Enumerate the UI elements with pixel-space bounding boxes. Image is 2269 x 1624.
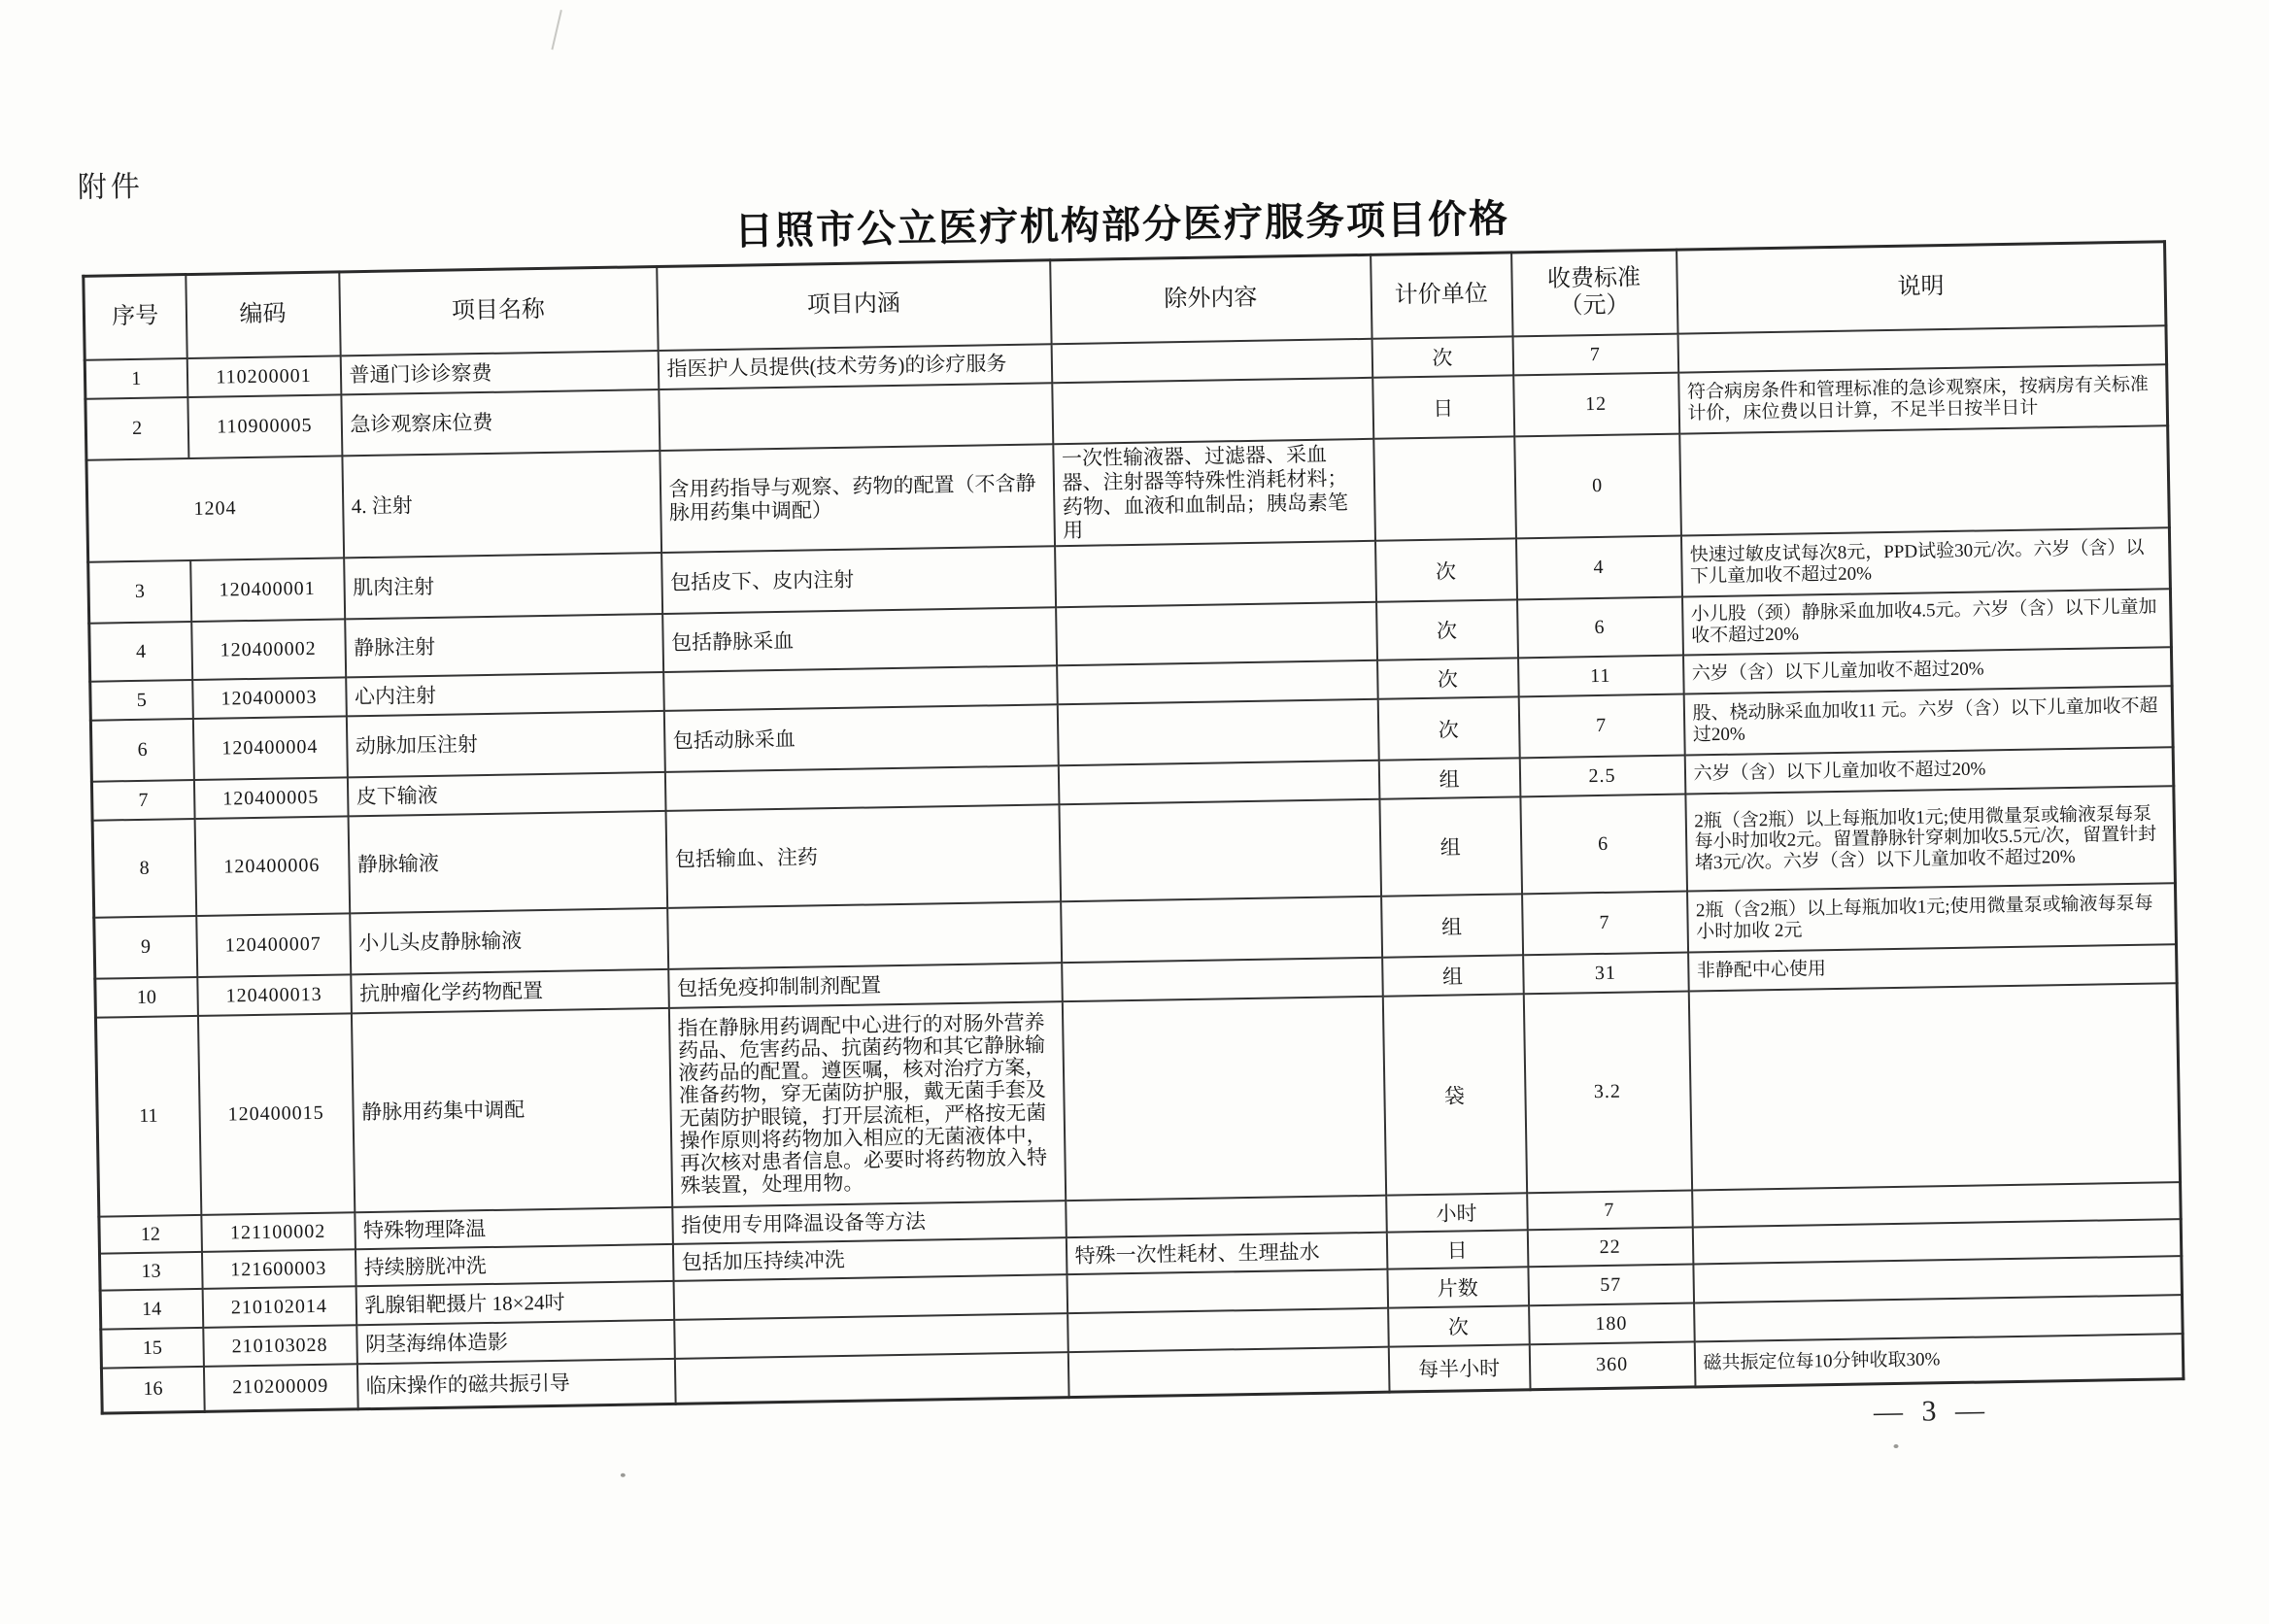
- cell-note: 六岁（含）以下儿童加收不超过20%: [1684, 747, 2174, 794]
- cell-name: 抗肿瘤化学药物配置: [351, 969, 669, 1013]
- cell-price: 360: [1529, 1342, 1695, 1390]
- cell-seq: 9: [94, 916, 197, 979]
- cell-name: 动脉加压注射: [346, 711, 664, 777]
- cell-note: [1679, 425, 2170, 535]
- table-row: [95, 983, 2180, 1217]
- cell-code: 210200009: [203, 1364, 357, 1411]
- cell-price: 11: [1518, 656, 1684, 697]
- cell-note: 2瓶（含2瓶）以上每瓶加收1元;使用微量泵或输液泵每泵每小时加收2元。留置静脉针穿刺加收5.5元/次，留置针封堵3元/次。六岁（含）以下儿童加收不超过20%: [1685, 786, 2176, 891]
- cell-scope: [674, 1313, 1068, 1359]
- cell-name: 静脉用药集中调配: [351, 1008, 671, 1212]
- scan-artifact: [551, 10, 561, 50]
- cell-price: 2.5: [1519, 756, 1685, 797]
- cell-price: 180: [1529, 1303, 1695, 1345]
- cell-excl: [1066, 1196, 1387, 1237]
- header-cell: 计价单位: [1371, 253, 1512, 339]
- cell-scope: 指在静脉用药调配中心进行的对肠外营养药品、危害药品、抗菌药物和其它静脉输液药品的配置。遵医嘱，核对治疗方案，准备药物，穿无菌防护服，戴无菌手套及无菌防护眼镜，打开层流柜，严格按无菌操作原则将药物加入相应的无菌液体中，再次核对患者信息。必要时将药物放入特殊装置，处理用物。: [668, 1001, 1065, 1207]
- cell-note: 小儿股（颈）静脉采血加收4.5元。六岁（含）以下儿童加收不超过20%: [1682, 589, 2172, 655]
- cell-unit: 次: [1372, 336, 1513, 377]
- cell-code: 120400002: [191, 619, 346, 680]
- cell-price: 6: [1517, 597, 1683, 659]
- cell-price: 4: [1515, 536, 1681, 600]
- cell-seq: 2: [85, 397, 188, 460]
- cell-unit: 日: [1386, 1230, 1528, 1269]
- cell-unit: 日: [1372, 375, 1514, 438]
- cell-excl: [1059, 799, 1381, 901]
- cell-unit: 组: [1379, 796, 1522, 896]
- cell-code: 120400006: [194, 816, 350, 916]
- table-body: [85, 325, 2184, 1412]
- cell-price: 7: [1522, 892, 1688, 956]
- cell-excl: [1056, 602, 1377, 665]
- cell-name: 阴茎海绵体造影: [356, 1320, 675, 1364]
- cell-scope: 包括加压持续冲洗: [672, 1237, 1067, 1281]
- cell-scope: [674, 1352, 1068, 1404]
- cell-code: 121600003: [201, 1249, 356, 1289]
- cell-unit: 次: [1377, 696, 1519, 760]
- header-cell: 除外内容: [1050, 254, 1372, 344]
- cell-price: 3.2: [1523, 992, 1691, 1194]
- cell-seq: 10: [95, 977, 198, 1018]
- cell-code: 120400013: [197, 974, 352, 1016]
- cell-scope: 包括静脉采血: [662, 607, 1057, 672]
- cell-scope: [663, 665, 1058, 711]
- cell-price: 12: [1513, 373, 1679, 437]
- cell-excl: [1051, 339, 1372, 383]
- scan-speck: [1893, 1444, 1898, 1448]
- cell-note: 磁共振定位每10分钟收取30%: [1694, 1334, 2184, 1386]
- cell-seq: 12: [99, 1215, 202, 1254]
- cell-price: 6: [1520, 795, 1687, 895]
- cell-code: 120400003: [192, 677, 347, 719]
- cell-excl: [1058, 761, 1379, 804]
- cell-name: 静脉注射: [345, 614, 663, 677]
- cell-excl: 一次性输液器、过滤器、采血器、注射器等特殊性消耗材料；药物、血液和血制品；胰岛素笔用: [1053, 439, 1375, 547]
- cell-scope: [673, 1274, 1067, 1320]
- cell-excl: [1057, 660, 1378, 704]
- cell-excl: [1062, 958, 1383, 1001]
- header-cell: 收费标准 （元）: [1511, 250, 1677, 336]
- cell-excl: [1067, 1347, 1389, 1397]
- cell-price: 0: [1514, 434, 1681, 539]
- cell-name: 皮下输液: [347, 772, 665, 816]
- header-cell: 项目名称: [339, 267, 658, 356]
- cell-code: 1204: [86, 456, 344, 561]
- cell-unit: 次: [1388, 1305, 1530, 1346]
- cell-note: 符合病房条件和管理标准的急诊观察床，按病房有关标准计价，床位费以日计算，不足半日按半日计: [1678, 364, 2168, 433]
- cell-code: 121100002: [201, 1212, 356, 1252]
- scan-speck: [621, 1473, 626, 1477]
- cell-note: 2瓶（含2瓶）以上每瓶加收1元;使用微量泵或输液每泵每小时加收 2元: [1687, 883, 2177, 952]
- cell-code: 210102014: [202, 1286, 356, 1328]
- cell-price: 22: [1527, 1228, 1693, 1268]
- cell-name: 4. 注射: [342, 451, 661, 558]
- header-cell: 序号: [84, 275, 186, 360]
- cell-name: 持续膀胱冲洗: [355, 1244, 673, 1286]
- cell-name: 临床操作的磁共振引导: [356, 1359, 675, 1408]
- cell-code: 120400015: [197, 1013, 354, 1215]
- cell-seq: 15: [101, 1328, 204, 1369]
- attachment-label: 附件: [77, 170, 145, 204]
- cell-code: 120400001: [190, 558, 345, 622]
- cell-scope: 包括皮下、皮内注射: [661, 546, 1056, 614]
- cell-excl: [1055, 541, 1376, 607]
- cell-unit: 每半小时: [1388, 1344, 1530, 1391]
- cell-name: 特殊物理降温: [355, 1207, 673, 1249]
- cell-scope: 指使用专用降温设备等方法: [672, 1201, 1067, 1244]
- cell-seq: 4: [89, 622, 192, 682]
- cell-code: 120400005: [193, 777, 348, 819]
- page-title: 日照市公立医疗机构部分医疗服务项目价格: [733, 196, 1510, 254]
- cell-unit: 组: [1381, 894, 1523, 957]
- header-cell: 说明: [1676, 242, 2166, 334]
- cell-code: 110200001: [186, 355, 341, 397]
- cell-name: 肌肉注射: [344, 553, 662, 619]
- cell-seq: 8: [92, 819, 196, 918]
- cell-unit: 小时: [1386, 1193, 1528, 1232]
- cell-unit: 组: [1382, 955, 1524, 996]
- page-number: — 3 —: [1873, 1394, 1991, 1429]
- cell-excl: [1062, 997, 1385, 1201]
- cell-scope: [659, 383, 1053, 451]
- cell-name: 普通门诊诊察费: [340, 351, 659, 394]
- cell-name: 心内注射: [346, 672, 664, 716]
- cell-note: 六岁（含）以下儿童加收不超过20%: [1682, 647, 2172, 694]
- cell-scope: 包括输血、注药: [665, 804, 1061, 908]
- cell-unit: 组: [1378, 758, 1520, 798]
- cell-note: [1688, 983, 2180, 1190]
- cell-name: 小儿头皮静脉输液: [350, 908, 668, 974]
- cell-unit: 次: [1376, 599, 1518, 660]
- cell-price: 57: [1528, 1265, 1694, 1306]
- cell-seq: 5: [90, 680, 193, 721]
- price-table: [82, 240, 2184, 1414]
- cell-scope: 含用药指导与观察、药物的配置（不含静脉用药集中调配）: [660, 444, 1055, 553]
- cell-scope: [667, 901, 1062, 969]
- cell-price: 7: [1512, 334, 1678, 376]
- cell-code: 120400007: [196, 913, 351, 977]
- cell-excl: 特殊一次性耗材、生理盐水: [1066, 1233, 1387, 1274]
- cell-seq: 13: [99, 1252, 202, 1291]
- cell-name: 急诊观察床位费: [341, 389, 660, 456]
- cell-seq: 1: [85, 358, 187, 399]
- cell-unit: [1373, 436, 1516, 540]
- cell-note: 快速过敏皮试每次8元，PPD试验30元/次。六岁（含）以下儿童加收不超过20%: [1680, 527, 2170, 596]
- cell-code: 120400004: [192, 716, 347, 780]
- cell-seq: 6: [90, 719, 193, 782]
- cell-unit: 片数: [1387, 1267, 1529, 1307]
- cell-excl: [1057, 699, 1378, 765]
- cell-price: 31: [1523, 953, 1689, 995]
- cell-seq: 7: [91, 780, 194, 821]
- cell-unit: 袋: [1382, 994, 1526, 1195]
- cell-price: 7: [1518, 694, 1684, 759]
- cell-seq: 16: [101, 1367, 204, 1413]
- cell-seq: 3: [88, 560, 191, 624]
- cell-excl: [1067, 1269, 1388, 1313]
- header-cell: 编码: [186, 272, 340, 358]
- cell-name: 乳腺钼靶摄片 18×24吋: [356, 1281, 674, 1325]
- cell-note: 股、桡动脉采血加收11 元。六岁（含）以下儿童加收不超过20%: [1683, 686, 2173, 755]
- cell-excl: [1052, 378, 1373, 444]
- cell-excl: [1067, 1308, 1389, 1352]
- cell-scope: 指医护人员提供(技术劳务)的诊疗服务: [658, 344, 1052, 389]
- cell-code: 110900005: [187, 394, 342, 458]
- cell-name: 静脉输液: [348, 811, 667, 913]
- header-cell: 项目内涵: [657, 260, 1051, 351]
- cell-seq: 14: [100, 1289, 203, 1330]
- cell-scope: 包括动脉采血: [663, 704, 1058, 772]
- cell-price: 7: [1527, 1191, 1693, 1231]
- cell-scope: [664, 765, 1059, 811]
- cell-seq: 11: [95, 1016, 200, 1217]
- cell-code: 210103028: [203, 1325, 357, 1367]
- cell-unit: 次: [1375, 538, 1517, 601]
- cell-excl: [1061, 897, 1382, 963]
- cell-unit: 次: [1377, 658, 1519, 698]
- cell-scope: 包括免疫抑制制剂配置: [668, 963, 1063, 1008]
- cell-note: 非静配中心使用: [1688, 944, 2178, 991]
